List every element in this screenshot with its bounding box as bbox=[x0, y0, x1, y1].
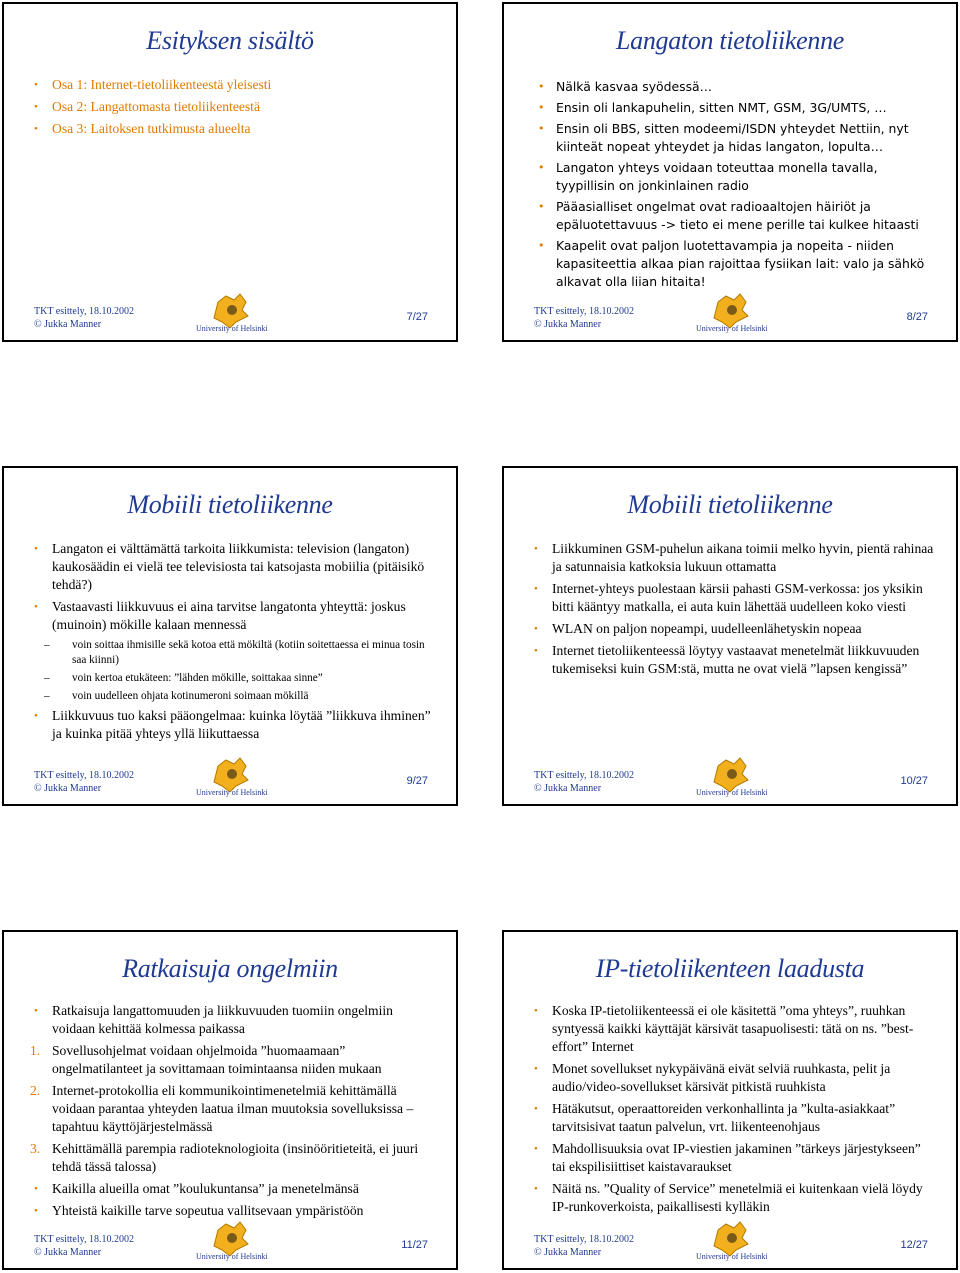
footer-event: TKT esittely, 18.10.2002 bbox=[34, 1234, 134, 1245]
footer-author: © Jukka Manner bbox=[534, 783, 602, 794]
slide-footer bbox=[534, 306, 928, 332]
slide-footer bbox=[34, 306, 428, 332]
page-number: 12/27 bbox=[900, 1239, 928, 1251]
page-number: 9/27 bbox=[406, 775, 428, 787]
bullet-icon: • bbox=[34, 79, 38, 91]
slide-content bbox=[532, 540, 934, 682]
footer-event: TKT esittely, 18.10.2002 bbox=[534, 770, 634, 781]
bullet-text: Liikkuminen GSM-puhelun aikana toimii melko hyvin, pientä rahinaa ja satunnaisia katkoksia lukuun ottamatta bbox=[552, 541, 934, 574]
slide-11 bbox=[2, 930, 458, 1270]
slide-footer bbox=[34, 1234, 428, 1260]
sub-bullet-text: voin kertoa etukäteen: ”lähden mökille, soittakaa sinne” bbox=[72, 672, 323, 684]
footer-university: University of Helsinki bbox=[196, 324, 268, 333]
bullet-icon: • bbox=[534, 1183, 538, 1195]
slide-content bbox=[32, 1002, 434, 1224]
bullet-item bbox=[32, 540, 434, 594]
bullet-text: Hätäkutsut, operaattoreiden verkonhallinta ja ”kulta-asiakkaat” tarvitsisivat taatun palvelun, vrt. liikenteenohjaus bbox=[552, 1101, 896, 1134]
bullet-icon: • bbox=[538, 101, 545, 114]
bullet-icon: • bbox=[534, 1143, 538, 1155]
bullet-icon: • bbox=[538, 200, 545, 213]
footer-author: © Jukka Manner bbox=[34, 1247, 102, 1258]
bullet-icon: • bbox=[34, 101, 38, 113]
bullet-icon: • bbox=[534, 1005, 538, 1017]
slide-8 bbox=[502, 2, 958, 342]
bullet-text: Internet tietoliikenteessä löytyy vastaavat menetelmät liikkuvuuden tukemiseksi kuin GSM:stä, mutta ne ovat vielä ”lapsen kengissä” bbox=[552, 643, 920, 676]
sub-bullet-text: voin uudelleen ohjata kotinumeroni soimaan mökillä bbox=[72, 690, 309, 702]
footer-university: University of Helsinki bbox=[696, 788, 768, 797]
page-number: 10/27 bbox=[900, 775, 928, 787]
bullet-text: Koska IP-tietoliikenteessä ei ole käsitettä ”oma yhteys”, ruuhkan syntyessä kaikki käyttäjät kärsivät tasapuolisesti: tätä on ns. ”best-effort” Internet bbox=[552, 1003, 914, 1054]
bullet-text: Nälkä kasvaa syödessä… bbox=[556, 79, 713, 94]
footer-event: TKT esittely, 18.10.2002 bbox=[534, 306, 634, 317]
slide-footer bbox=[34, 770, 428, 796]
bullet-text: Osa 3: Laitoksen tutkimusta alueelta bbox=[52, 121, 251, 136]
bullet-icon: • bbox=[534, 623, 538, 635]
bullet-text: Liikkuvuus tuo kaksi pääongelmaa: kuinka löytää ”liikkuva ihminen” ja kuinka pitää yhteys yllä liikuttaessa bbox=[52, 708, 431, 741]
slide-content bbox=[536, 78, 934, 294]
bullet-icon: • bbox=[34, 543, 38, 555]
bullet-item bbox=[536, 198, 934, 234]
bullet-item bbox=[532, 1060, 934, 1096]
page-number: 7/27 bbox=[406, 311, 428, 323]
bullet-text: Langaton yhteys voidaan toteuttaa monella tavalla, tyypillisin on jonkinlainen radio bbox=[556, 160, 878, 193]
bullet-text: Ratkaisuja langattomuuden ja liikkuvuuden tuomiin ongelmiin voidaan kehittää kolmessa paikassa bbox=[52, 1003, 393, 1036]
footer-university: University of Helsinki bbox=[196, 788, 268, 797]
bullet-item bbox=[536, 120, 934, 156]
numbered-item bbox=[32, 1042, 434, 1078]
page-number: 11/27 bbox=[401, 1239, 428, 1251]
bullet-item bbox=[532, 1002, 934, 1056]
slide-content bbox=[32, 76, 434, 142]
slide-title: IP-tietoliikenteen laadusta bbox=[595, 954, 865, 983]
sub-bullet-item bbox=[32, 638, 434, 668]
bullet-icon: • bbox=[34, 1205, 38, 1217]
bullet-text: Yhteistä kaikille tarve sopeutua vallitsevaan ympäristöön bbox=[52, 1203, 364, 1218]
bullet-icon: • bbox=[34, 123, 38, 135]
slide-title: Mobiili tietoliikenne bbox=[627, 490, 833, 519]
bullet-item bbox=[536, 78, 934, 96]
slide-10 bbox=[502, 466, 958, 806]
footer-event: TKT esittely, 18.10.2002 bbox=[34, 770, 134, 781]
bullet-item bbox=[532, 1180, 934, 1216]
bullet-text: Vastaavasti liikkuvuus ei aina tarvitse langatonta yhteyttä: joskus (muinoin) mökille kalaan mennessä bbox=[52, 599, 406, 632]
bullet-icon: • bbox=[534, 1103, 538, 1115]
dash-icon: – bbox=[44, 690, 50, 702]
slide-title: Mobiili tietoliikenne bbox=[127, 490, 333, 519]
bullet-text: Osa 2: Langattomasta tietoliikenteestä bbox=[52, 99, 260, 114]
bullet-text: Kaapelit ovat paljon luotettavampia ja nopeita - niiden kapasiteettia alkaa pian rajoittaa fysiikan lait: valo ja sähkö alkavat olla liian hitaita! bbox=[556, 238, 925, 289]
bullet-icon: • bbox=[34, 1005, 38, 1017]
bullet-icon: • bbox=[34, 601, 38, 613]
bullet-text: Kaikilla alueilla omat ”koulukuntansa” ja menetelmänsä bbox=[52, 1181, 359, 1196]
bullet-item bbox=[32, 707, 434, 743]
sub-bullet-item bbox=[32, 671, 434, 686]
numbered-item bbox=[32, 1082, 434, 1136]
bullet-item bbox=[32, 598, 434, 634]
slide-title: Ratkaisuja ongelmiin bbox=[122, 954, 338, 983]
bullet-item bbox=[532, 642, 934, 678]
bullet-icon: • bbox=[538, 122, 545, 135]
bullet-item bbox=[32, 76, 434, 94]
page-number: 8/27 bbox=[906, 311, 928, 323]
bullet-icon: • bbox=[534, 1063, 538, 1075]
bullet-icon: • bbox=[534, 543, 538, 555]
footer-university: University of Helsinki bbox=[696, 324, 768, 333]
bullet-item bbox=[536, 237, 934, 291]
bullet-icon: • bbox=[534, 645, 538, 657]
bullet-item bbox=[32, 120, 434, 138]
bullet-icon: • bbox=[534, 583, 538, 595]
numbered-text: Sovellusohjelmat voidaan ohjelmoida ”huomaamaan” ongelmatilanteet ja sovittamaan toimintaansa niiden mukaan bbox=[52, 1043, 382, 1076]
footer-event: TKT esittely, 18.10.2002 bbox=[534, 1234, 634, 1245]
bullet-item bbox=[32, 98, 434, 116]
slide-title: Langaton tietoliikenne bbox=[615, 26, 845, 55]
bullet-item bbox=[532, 580, 934, 616]
bullet-text: Ensin oli lankapuhelin, sitten NMT, GSM, 3G/UMTS, … bbox=[556, 100, 887, 115]
slide-content bbox=[532, 1002, 934, 1220]
footer-author: © Jukka Manner bbox=[34, 783, 102, 794]
slide-7 bbox=[2, 2, 458, 342]
bullet-item bbox=[532, 540, 934, 576]
item-number: 2. bbox=[30, 1083, 41, 1098]
bullet-text: Monet sovellukset nykypäivänä eivät selviä ruuhkasta, pelit ja audio/video-sovellukset kärsivät pitkistä ruuhkista bbox=[552, 1061, 891, 1094]
bullet-text: Ensin oli BBS, sitten modeemi/ISDN yhteydet Nettiin, nyt kiinteät nopeat yhteydet ja hidas langaton, lopulta… bbox=[556, 121, 909, 154]
bullet-text: WLAN on paljon nopeampi, uudelleenlähetyskin nopeaa bbox=[552, 621, 862, 636]
slide-footer bbox=[534, 770, 928, 796]
slide-title: Esityksen sisältö bbox=[146, 26, 314, 55]
numbered-text: Kehittämällä parempia radioteknologioita (insinööritieteitä, ei juuri tehdä tässä talossa) bbox=[52, 1141, 419, 1174]
dash-icon: – bbox=[44, 639, 50, 651]
numbered-item bbox=[32, 1140, 434, 1176]
bullet-icon: • bbox=[538, 80, 545, 93]
bullet-text: Osa 1: Internet-tietoliikenteestä yleisesti bbox=[52, 77, 272, 92]
bullet-text: Näitä ns. ”Quality of Service” menetelmiä ei kuitenkaan vielä löydy IP-runkoverkoista, paikallisesti kylläkin bbox=[552, 1181, 923, 1214]
slide-9 bbox=[2, 466, 458, 806]
item-number: 1. bbox=[30, 1043, 41, 1058]
bullet-icon: • bbox=[538, 161, 545, 174]
bullet-icon: • bbox=[538, 239, 545, 252]
bullet-item bbox=[532, 620, 934, 638]
bullet-item bbox=[32, 1002, 434, 1038]
bullet-item bbox=[536, 99, 934, 117]
footer-author: © Jukka Manner bbox=[534, 319, 602, 330]
dash-icon: – bbox=[44, 672, 50, 684]
footer-event: TKT esittely, 18.10.2002 bbox=[34, 306, 134, 317]
bullet-item bbox=[32, 1180, 434, 1198]
bullet-item bbox=[532, 1100, 934, 1136]
slide-12 bbox=[502, 930, 958, 1270]
footer-author: © Jukka Manner bbox=[534, 1247, 602, 1258]
footer-university: University of Helsinki bbox=[196, 1252, 268, 1261]
bullet-text: Pääasialliset ongelmat ovat radioaaltojen häiriöt ja epäluotettavuus -> tieto ei mene perille tai kulkee hitaasti bbox=[556, 199, 919, 232]
footer-university: University of Helsinki bbox=[696, 1252, 768, 1261]
bullet-item bbox=[532, 1140, 934, 1176]
bullet-icon: • bbox=[34, 710, 38, 722]
numbered-text: Internet-protokollia eli kommunikointimenetelmiä kehittämällä voidaan parantaa yhteyden laatua ilman muutoksia sovelluksissa – tapahtuu käyttöjärjestelmässä bbox=[52, 1083, 414, 1134]
sub-bullet-text: voin soittaa ihmisille sekä kotoa että mökiltä (kotiin soitettaessa ei minua tosin saa kiinni) bbox=[72, 639, 425, 666]
bullet-text: Langaton ei välttämättä tarkoita liikkumista: television (langaton) kaukosäädin ei vielä tee televisiosta tai katsojasta mobiilia (pitäisikö tehdä?) bbox=[52, 541, 425, 592]
bullet-text: Mahdollisuuksia ovat IP-viestien jakaminen ”tärkeys järjestykseen” tai ekspilisiittiset kaistavaraukset bbox=[552, 1141, 921, 1174]
sub-bullet-item bbox=[32, 689, 434, 704]
bullet-icon: • bbox=[34, 1183, 38, 1195]
bullet-text: Internet-yhteys puolestaan kärsii pahasti GSM-verkossa: jos yksikin bitti kääntyy matkalla, ei auta kuin lähettää uudelleen koko viesti bbox=[552, 581, 923, 614]
slide-footer bbox=[534, 1234, 928, 1260]
footer-author: © Jukka Manner bbox=[34, 319, 102, 330]
item-number: 3. bbox=[30, 1141, 41, 1156]
bullet-item bbox=[536, 159, 934, 195]
slide-content bbox=[32, 540, 434, 747]
